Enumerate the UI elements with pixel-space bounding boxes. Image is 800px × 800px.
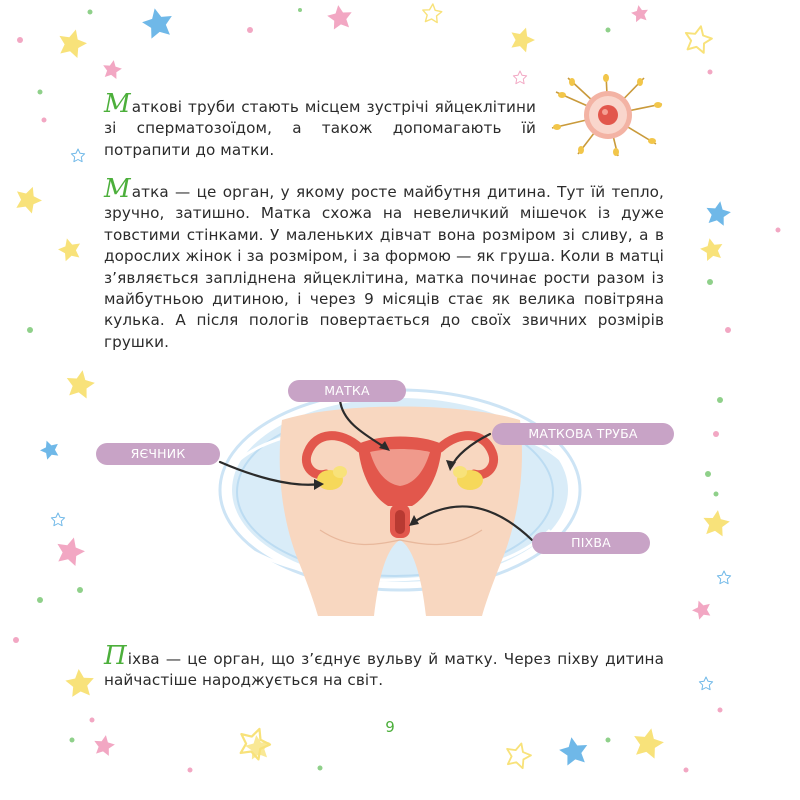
label-uterus: МАТКА: [288, 380, 406, 402]
drop-cap: П: [104, 641, 127, 671]
label-vagina: ПІХВА: [532, 532, 650, 554]
paragraph-vagina: [104, 641, 664, 692]
egg-sperm-illustration: [548, 72, 668, 158]
paragraph-fallopian-tubes: [104, 89, 536, 161]
drop-cap: М: [104, 174, 131, 204]
drop-cap: М: [104, 89, 131, 119]
anatomy-diagram: [190, 380, 610, 616]
paragraph-text: іхва — це орган, що з’єднує вульву й матку. Через піхву дитина найчастіше народжується на світ.: [104, 650, 664, 690]
paragraph-text: атка — це орган, у якому росте майбутня дитина. Тут їй тепло, зручно, затишно. Матка схожа на невеличкий мішечок із дуже товстими стінками. У маленьких дівчат вона розміром зі сливу, а в дорослих жінок і за розміром, і за формою — як груша. Коли в матці з’являється запліднена яйцеклітина, матка починає рости разом із майбутньою дитиною, і через 9 місяців стає як велика повітряна кулька. А після пологів повертається до своїх звичних розмірів грушки.: [104, 183, 664, 351]
label-ovary: ЯЄЧНИК: [96, 443, 220, 465]
label-fallopian-tube: МАТКОВА ТРУБА: [492, 423, 674, 445]
page-number: 9: [385, 718, 395, 736]
paragraph-text: аткові труби стають місцем зустрічі яйцеклітини зі сперматозоїдом, а також допомагають їй потрапити до матки.: [104, 98, 536, 159]
paragraph-uterus: [104, 174, 664, 353]
